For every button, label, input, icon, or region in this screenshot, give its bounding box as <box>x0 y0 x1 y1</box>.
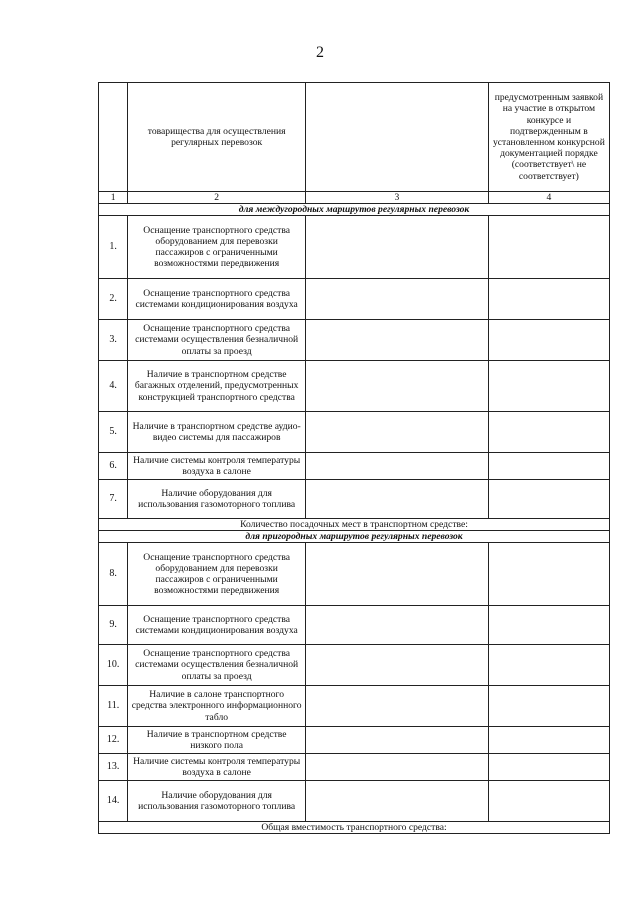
row-number: 8. <box>99 543 128 606</box>
compliance-cell[interactable] <box>488 480 609 519</box>
criterion-text: Наличие в транспортном средстве низкого пола <box>128 727 306 754</box>
table-row <box>99 754 610 781</box>
header-cell-3 <box>306 83 489 192</box>
criterion-text: Наличие оборудования для использования газомоторного топлива <box>128 781 306 822</box>
row-number: 9. <box>99 606 128 645</box>
row-number: 7. <box>99 480 128 519</box>
criterion-text: Наличие в салоне транспортного средства электронного информационного табло <box>128 686 306 727</box>
value-cell[interactable] <box>306 453 489 480</box>
value-cell[interactable] <box>306 412 489 453</box>
table-row <box>99 543 610 606</box>
criterion-text: Оснащение транспортного средства системами осуществления безналичной оплаты за проезд <box>128 645 306 686</box>
row-number: 14. <box>99 781 128 822</box>
row-number: 11. <box>99 686 128 727</box>
compliance-cell[interactable] <box>488 453 609 480</box>
compliance-cell[interactable] <box>488 320 609 361</box>
compliance-cell[interactable] <box>488 543 609 606</box>
section-heading-intercity: для междугородных маршрутов регулярных перевозок <box>99 204 610 216</box>
table-row <box>99 480 610 519</box>
compliance-cell[interactable] <box>488 645 609 686</box>
table-row <box>99 320 610 361</box>
value-cell[interactable] <box>306 754 489 781</box>
row-number: 10. <box>99 645 128 686</box>
header-cell-2: товарищества для осуществления регулярных перевозок <box>128 83 306 192</box>
compliance-cell[interactable] <box>488 361 609 412</box>
value-cell[interactable] <box>306 543 489 606</box>
compliance-cell[interactable] <box>488 279 609 320</box>
value-cell[interactable] <box>306 727 489 754</box>
table-row <box>99 279 610 320</box>
value-cell[interactable] <box>306 645 489 686</box>
table-row <box>99 686 610 727</box>
compliance-cell[interactable] <box>488 216 609 279</box>
section-heading-row <box>99 531 610 543</box>
criterion-text: Наличие оборудования для использования газомоторного топлива <box>128 480 306 519</box>
section-heading-suburban: для пригородных маршрутов регулярных перевозок <box>99 531 610 543</box>
compliance-cell[interactable] <box>488 686 609 727</box>
value-cell[interactable] <box>306 361 489 412</box>
capacity-row <box>99 822 610 834</box>
criterion-text: Наличие системы контроля температуры воздуха в салоне <box>128 754 306 781</box>
header-cell-4: предусмотренным заявкой на участие в открытом конкурсе и подтвержденным в установленном конкурсной документацией порядке (соответствует\ не соответствует) <box>488 83 609 192</box>
capacity-label: Общая вместимость транспортного средства: <box>99 822 610 834</box>
value-cell[interactable] <box>306 686 489 727</box>
table-row <box>99 453 610 480</box>
page-number: 2 <box>316 44 324 61</box>
compliance-cell[interactable] <box>488 754 609 781</box>
criterion-text: Наличие системы контроля температуры воздуха в салоне <box>128 453 306 480</box>
table-row <box>99 645 610 686</box>
table-row <box>99 781 610 822</box>
column-number-row <box>99 192 610 204</box>
criterion-text: Наличие в транспортном средстве багажных отделений, предусмотренных конструкцией транспортного средства <box>128 361 306 412</box>
section-heading-row <box>99 204 610 216</box>
criterion-text: Оснащение транспортного средства системами кондиционирования воздуха <box>128 606 306 645</box>
criterion-text: Оснащение транспортного средства системами осуществления безналичной оплаты за проезд <box>128 320 306 361</box>
table-header-row <box>99 83 610 192</box>
seat-count-row <box>99 519 610 531</box>
row-number: 3. <box>99 320 128 361</box>
table-row <box>99 606 610 645</box>
row-number: 6. <box>99 453 128 480</box>
row-number: 1. <box>99 216 128 279</box>
column-number: 2 <box>128 192 306 204</box>
compliance-cell[interactable] <box>488 727 609 754</box>
row-number: 12. <box>99 727 128 754</box>
table-row <box>99 361 610 412</box>
criterion-text: Оснащение транспортного средства оборудованием для перевозки пассажиров с ограниченными возможностями передвижения <box>128 216 306 279</box>
criteria-table <box>98 82 610 834</box>
table-row <box>99 727 610 754</box>
row-number: 4. <box>99 361 128 412</box>
compliance-cell[interactable] <box>488 781 609 822</box>
value-cell[interactable] <box>306 480 489 519</box>
value-cell[interactable] <box>306 279 489 320</box>
value-cell[interactable] <box>306 216 489 279</box>
header-cell-1 <box>99 83 128 192</box>
seat-count-label: Количество посадочных мест в транспортном средстве: <box>99 519 610 531</box>
value-cell[interactable] <box>306 320 489 361</box>
value-cell[interactable] <box>306 606 489 645</box>
row-number: 5. <box>99 412 128 453</box>
column-number: 4 <box>488 192 609 204</box>
row-number: 2. <box>99 279 128 320</box>
column-number: 3 <box>306 192 489 204</box>
value-cell[interactable] <box>306 781 489 822</box>
compliance-cell[interactable] <box>488 412 609 453</box>
row-number: 13. <box>99 754 128 781</box>
criterion-text: Наличие в транспортном средстве аудио-видео системы для пассажиров <box>128 412 306 453</box>
compliance-cell[interactable] <box>488 606 609 645</box>
criterion-text: Оснащение транспортного средства системами кондиционирования воздуха <box>128 279 306 320</box>
criterion-text: Оснащение транспортного средства оборудованием для перевозки пассажиров с ограниченными возможностями передвижения <box>128 543 306 606</box>
column-number: 1 <box>99 192 128 204</box>
table-row <box>99 216 610 279</box>
table-row <box>99 412 610 453</box>
